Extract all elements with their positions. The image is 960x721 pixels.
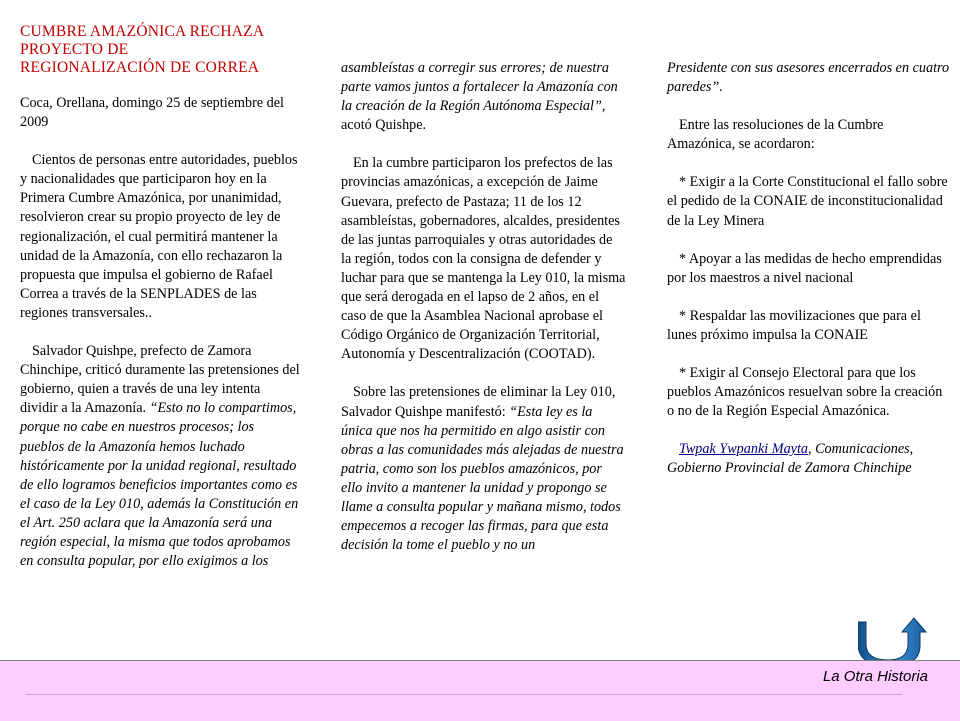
resolution-1: * Exigir a la Corte Constitucional el fallo sobre el pedido de la CONAIE de inconstitucionalidad de la Ley Minera <box>667 174 948 229</box>
footer-bar <box>0 660 960 721</box>
dateline: Coca, Orellana, domingo 25 de septiembre del 2009 <box>20 95 284 131</box>
article-column-1 <box>20 0 300 571</box>
paragraph-2-text: Salvador Quishpe, prefecto de Zamora Chinchipe, criticó duramente las pretensiones del gobierno, quien a través de una ley intenta dividir a la Amazonía. <box>20 343 300 417</box>
paragraph-2 <box>20 342 300 571</box>
signature <box>667 440 950 478</box>
resolution-2: * Apoyar a las medidas de hecho emprendidas por los maestros a nivel nacional <box>667 250 942 286</box>
paragraph-4-quote: “Esta ley es la única que nos ha permitido en algo asistir con obras a las comunidades más alejadas de nuestra patria, como son los pueblos amazónicos, por ello invito a mantener la unidad y propongo se llame a consulta popular y mañana mismo, todos empecemos a recoger las firmas, para que esta decisión la tome el pueblo y no un <box>341 403 624 554</box>
signature-rest: , Comunicaciones, Gobierno Provincial de Zamora Chinchipe <box>667 441 914 477</box>
title-line-1: CUMBRE AMAZÓNICA RECHAZA <box>20 23 265 40</box>
paragraph-2-cont-text: acotó Quishpe. <box>341 117 427 134</box>
paragraph-4 <box>341 383 626 555</box>
resolution-4: * Exigir al Consejo Electoral para que los pueblos Amazónicos resuelvan sobre la creación o no de la Región Especial Amazónica. <box>667 365 943 420</box>
title-line-3: REGIONALIZACIÓN DE CORREA <box>20 59 260 76</box>
paragraph-2-cont-quote: asambleístas a corregir sus errores; de nuestra parte vamos juntos a fortalecer la Amazonía con la creación de la Región Autónoma Especial”, <box>341 60 618 115</box>
footer-divider <box>26 694 902 695</box>
paragraph-4-text: Sobre las pretensiones de eliminar la Ley 010, Salvador Quishpe manifestó: <box>341 384 616 420</box>
article-column-3 <box>667 59 950 479</box>
paragraph-5: Entre las resoluciones de la Cumbre Amazónica, se acordaron: <box>667 117 884 153</box>
paragraph-4-cont-quote: Presidente con sus asesores encerrados en cuatro paredes”. <box>667 60 950 96</box>
paragraph-2-continued <box>341 59 626 135</box>
footer-label: La Otra Historia <box>822 668 928 685</box>
article-title <box>20 23 300 77</box>
paragraph-2-quote: “Esto no lo compartimos, porque no cabe en nuestros procesos; los pueblos de la Amazonía hemos luchado históricamente por la unidad regional, resultado de ello logramos beneficios importantes como es el caso de la Ley 010, además la Constitución en el Art. 250 aclara que la Amazonía será una región especial, la misma que todos aprobamos en consulta popular, por ello exigimos a los <box>20 400 299 570</box>
article-column-2 <box>341 59 626 555</box>
paragraph-3: En la cumbre participaron los prefectos de las provincias amazónicas, a excepción de Jaime Guevara, prefecto de Pastaza; 11 de los 12 asambleístas, gobernadores, alcaldes, presidentes de las juntas parroquiales y otras autoridades de la región, todos con la consigna de defender y luchar para que se mantenga la Ley 010, la misma que será derogada en el lapso de 2 años, en el caso de que la Asamblea Nacional aprobase el Código Orgánico de Organización Territorial, Autonomía y Descentralización (COOTAD). <box>341 155 626 363</box>
resolution-3: * Respaldar las movilizaciones que para el lunes próximo impulsa la CONAIE <box>667 307 921 343</box>
return-arrow-graphic <box>858 610 928 666</box>
paragraph-4-continued <box>667 59 950 97</box>
paragraph-1: Cientos de personas entre autoridades, pueblos y nacionalidades que participaron hoy en la Primera Cumbre Amazónica, por unanimidad, resolvieron crear su propio proyecto de ley de regionalización, el cual permitirá mantener la unidad de la Amazonía, con ello rechazaron la propuesta que impulsa el gobierno de Rafael Correa a través de la SENPLADES de las regiones transversales.. <box>20 152 298 321</box>
return-arrow-icon[interactable] <box>858 610 928 666</box>
signature-name-link[interactable]: Twpak Ywpanki Mayta <box>679 441 808 458</box>
title-line-2: PROYECTO DE <box>20 41 129 58</box>
